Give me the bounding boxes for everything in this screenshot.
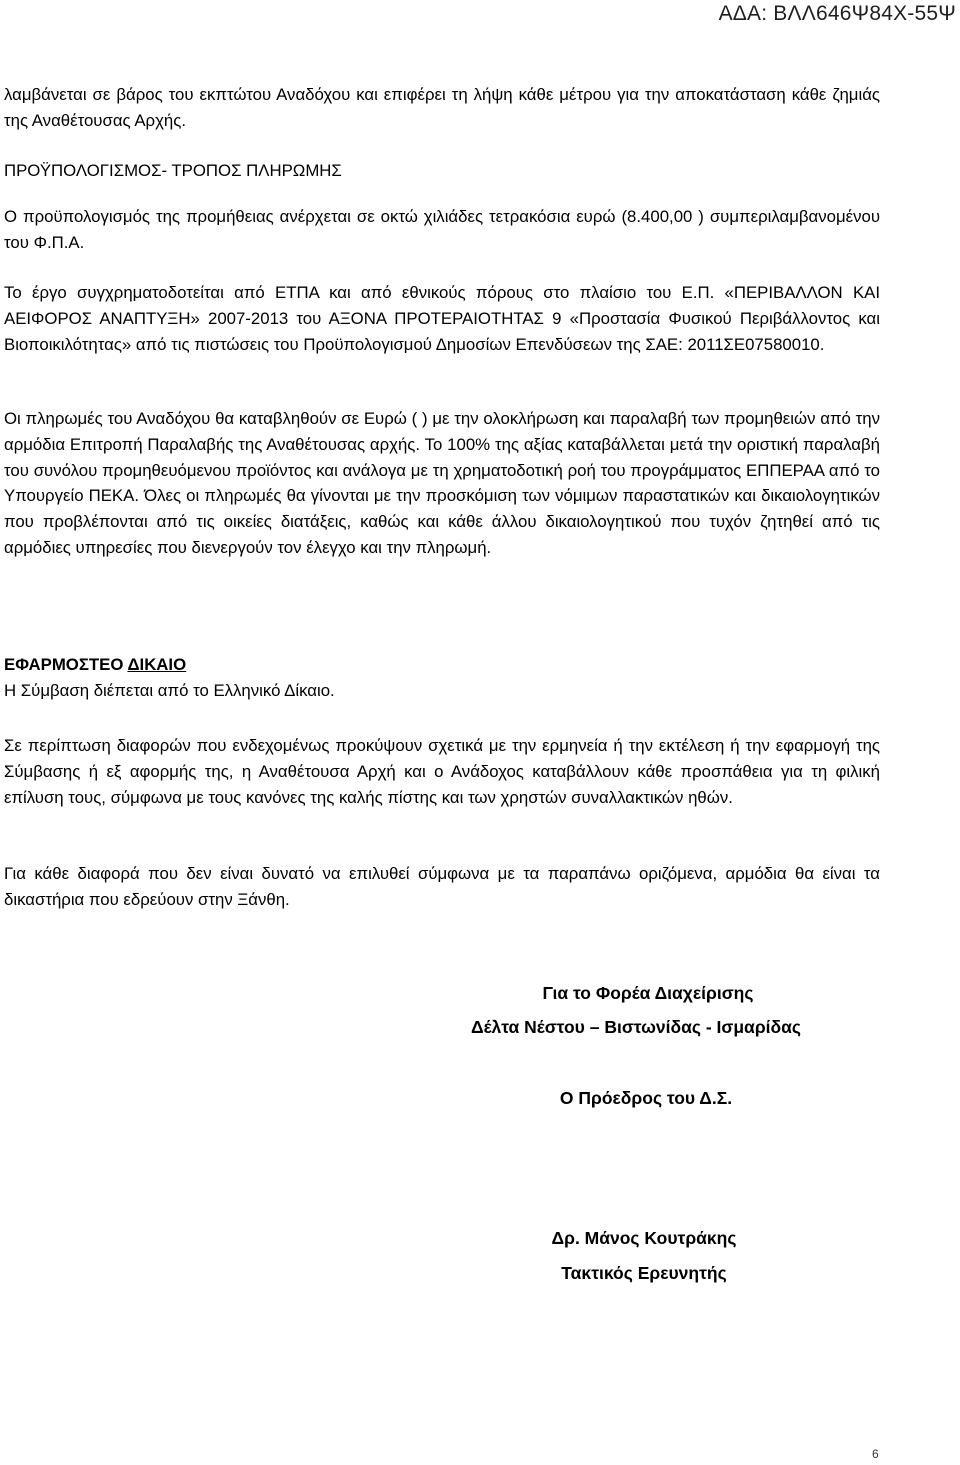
paragraph-continuation bbox=[4, 82, 880, 134]
signature-name: Δρ. Μάνος Κουτράκης bbox=[551, 1228, 737, 1248]
paragraph-payments: Οι πληρωμές του Αναδόχου θα καταβληθούν σε Ευρώ ( ) με την ολοκλήρωση και παραλαβή των προμηθειών από την αρμόδια Επιτροπή Παραλαβής της Αναθέτουσας αρχής. Το 100% της αξίας καταβάλλεται μετά την οριστική παραλαβή του συνόλου προμηθευόμενου προϊόντος και ανάλογα με τη χρηματοδοτική ροή του προγράμματος ΕΠΠΕΡΑΑ από το Υπουργείο ΠΕΚΑ. Όλες οι πληρωμές θα γίνονται με την προσκόμιση των νόμιμων παραστατικών και δικαιολογητικών που προβλέπονται από τις οικείες διατάξεις, καθώς και κάθε άλλου δικαιολογητικού που τυχόν ζητηθεί από τις αρμόδιες υπηρεσίες που διενεργούν τον έλεγχο και την πληρωμή. bbox=[4, 409, 880, 557]
signature-for-body: Για το Φορέα Διαχείρισης bbox=[542, 983, 754, 1003]
section-payments bbox=[4, 406, 880, 561]
applicable-law-heading-prefix: ΕΦΑΡΜΟΣΤΕΟ bbox=[4, 655, 128, 674]
applicable-law-heading bbox=[4, 652, 880, 678]
section-applicable-law bbox=[4, 652, 880, 704]
paragraph-budget-amount: Ο προϋπολογισμός της προμήθειας ανέρχεται σε οκτώ χιλιάδες τετρακόσια ευρώ (8.400,00 ) συμπεριλαμβανομένου του Φ.Π.Α. bbox=[4, 207, 880, 252]
section-jurisdiction bbox=[4, 861, 880, 913]
signature-role: Ο Πρόεδρος του Δ.Σ. bbox=[559, 1088, 733, 1108]
applicable-law-heading-underlined: ΔΙΚΑΙΟ bbox=[127, 655, 187, 674]
ada-document-code: ΑΔΑ: ΒΛΛ646Ψ84Χ-55Ψ bbox=[718, 2, 956, 25]
section-budget-amount bbox=[4, 204, 880, 256]
section-funding bbox=[4, 280, 880, 357]
paragraph-penalty: λαμβάνεται σε βάρος του εκπτώτου Αναδόχου και επιφέρει τη λήψη κάθε μέτρου για την αποκατάσταση κάθε ζημιάς της Αναθέτουσας Αρχής. bbox=[4, 85, 880, 130]
signature-body-name: Δέλτα Νέστου – Βιστωνίδας - Ισμαρίδας bbox=[471, 1017, 801, 1037]
budget-heading: ΠΡΟΫΠΟΛΟΓΙΣΜΟΣ- ΤΡΟΠΟΣ ΠΛΗΡΩΜΗΣ bbox=[4, 161, 342, 180]
page-number: 6 bbox=[872, 1447, 879, 1461]
section-disputes bbox=[4, 733, 880, 810]
section-budget bbox=[4, 158, 880, 184]
paragraph-funding: Το έργο συγχρηματοδοτείται από ΕΤΠΑ και από εθνικούς πόρους στο πλαίσιο του Ε.Π. «ΠΕΡΙΒΑΛΛΟΝ ΚΑΙ ΑΕΙΦΟΡΟΣ ΑΝΑΠΤΥΞΗ» 2007-2013 του ΑΞΟΝΑ ΠΡΟΤΕΡΑΙΟΤΗΤΑΣ 9 «Προστασία Φυσικού Περιβάλλοντος και Βιοποικιλότητας» από τις πιστώσεις του Προϋπολογισμού Δημοσίων Επενδύσεων της ΣΑΕ: 2011ΣΕ07580010. bbox=[4, 283, 880, 354]
paragraph-governing-law: Η Σύμβαση διέπεται από το Ελληνικό Δίκαιο. bbox=[4, 680, 335, 700]
signature-title: Τακτικός Ερευνητής bbox=[561, 1263, 727, 1283]
paragraph-jurisdiction: Για κάθε διαφορά που δεν είναι δυνατό να επιλυθεί σύμφωνα με τα παραπάνω οριζόμενα, αρμόδια θα είναι τα δικαστήρια που εδρεύουν στην Ξάνθη. bbox=[4, 864, 880, 909]
paragraph-disputes: Σε περίπτωση διαφορών που ενδεχομένως προκύψουν σχετικά με την ερμηνεία ή την εκτέλεση ή την εφαρμογή της Σύμβασης ή εξ αφορμής της, η Αναθέτουσα Αρχή και ο Ανάδοχος καταβάλλουν κάθε προσπάθεια για τη φιλική επίλυση τους, σύμφωνα με τους κανόνες της καλής πίστης και των χρηστών συναλλακτικών ηθών. bbox=[4, 736, 880, 807]
